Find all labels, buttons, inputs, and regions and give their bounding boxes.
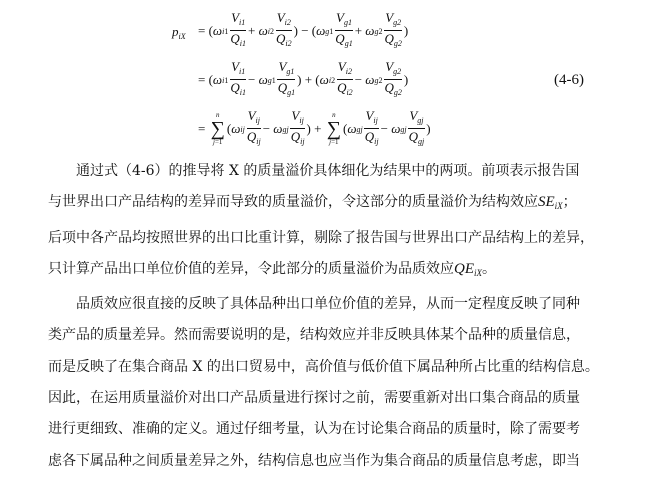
- paragraph-2-line-2: 类产品的质量差异。然而需要说明的是，结构效应并非反映具体某个品种的质量信息，: [48, 327, 580, 344]
- equation-line-2: [0, 60, 646, 100]
- equation-line-3: [0, 109, 646, 149]
- equation-lhs: $p_{iX}$: [172, 24, 186, 41]
- equation-expression: = ( ω i 1 $\frac{V_{i1}}{Q_{i1}}$ − ω g 1 $\frac{V_{g1}}{Q_{g1}}$ ) + ( ω i 2 $\frac{V_{i2}}{Q_{i2}}$ − ω g 2 $\frac{V_{g2}}{Q_{g2}}$ ): [198, 59, 409, 97]
- equation-expression: = n ∑ j=1 ( ω ij $\frac{V_{ij}}{Q_{ij}}$ − ω gj $\frac{V_{ij}}{Q_{ij}}$ ) + n ∑ j=1 ( ω gj $\frac{V_{ij}}{Q_{ij}}$ − ω gj $\frac{V_{gj}}{Q_{gj}}$ ): [198, 108, 431, 146]
- paragraph-2-line-5: 进行更细致、准确的定义。通过仔细考量，认为在讨论集合商品的质量时，除了需要考: [48, 421, 580, 438]
- paragraph-2-line-6: 虑各下属品种之间质量差异之外，结构信息也应当作为集合商品的质量信息考虑，即当: [48, 452, 580, 469]
- paragraph-1-line-3: 后项中各产品均按照世界的出口比重计算，剔除了报告国与世界出口产品结构上的差异，: [48, 229, 594, 246]
- paragraph-1-line-2: 与世界出口产品结构的差异而导致的质量溢价，令这部分的质量溢价为结构效应$SE_{iX}$；: [48, 194, 577, 212]
- paragraph-2-line-1: 品质效应很直接的反映了具体品种出口单位价值的差异，从而一定程度反映了同种: [76, 296, 580, 313]
- paragraph-2-line-3: 而是反映了在集合商品 X 的出口贸易中，高价值与低价值下属品种所占比重的结构信息。: [48, 358, 599, 375]
- paragraph-1-line-4: 只计算产品出口单位价值的差异，令此部分的质量溢价为品质效应$QE_{iX}$。: [48, 260, 496, 278]
- equation-line-1: [0, 11, 646, 51]
- equation-number: (4-6): [554, 72, 584, 88]
- body-text: [48, 156, 608, 477]
- paragraph-1-line-1: 通过式（4-6）的推导将 X 的质量溢价具体细化为结果中的两项。前项表示报告国: [76, 163, 580, 179]
- paragraph-2-line-4: 因此，在运用质量溢价对出口产品质量进行探讨之前，需要重新对出口集合商品的质量: [48, 390, 580, 407]
- equation-expression: = ( ω i 1 $\frac{V_{i1}}{Q_{i1}}$ + ω i 2 $\frac{V_{i2}}{Q_{i2}}$ ) − ( ω g 1 $\frac{V_{g1}}{Q_{g1}}$ + ω g 2 $\frac{V_{g2}}{Q_{g2}}$ ): [198, 10, 409, 48]
